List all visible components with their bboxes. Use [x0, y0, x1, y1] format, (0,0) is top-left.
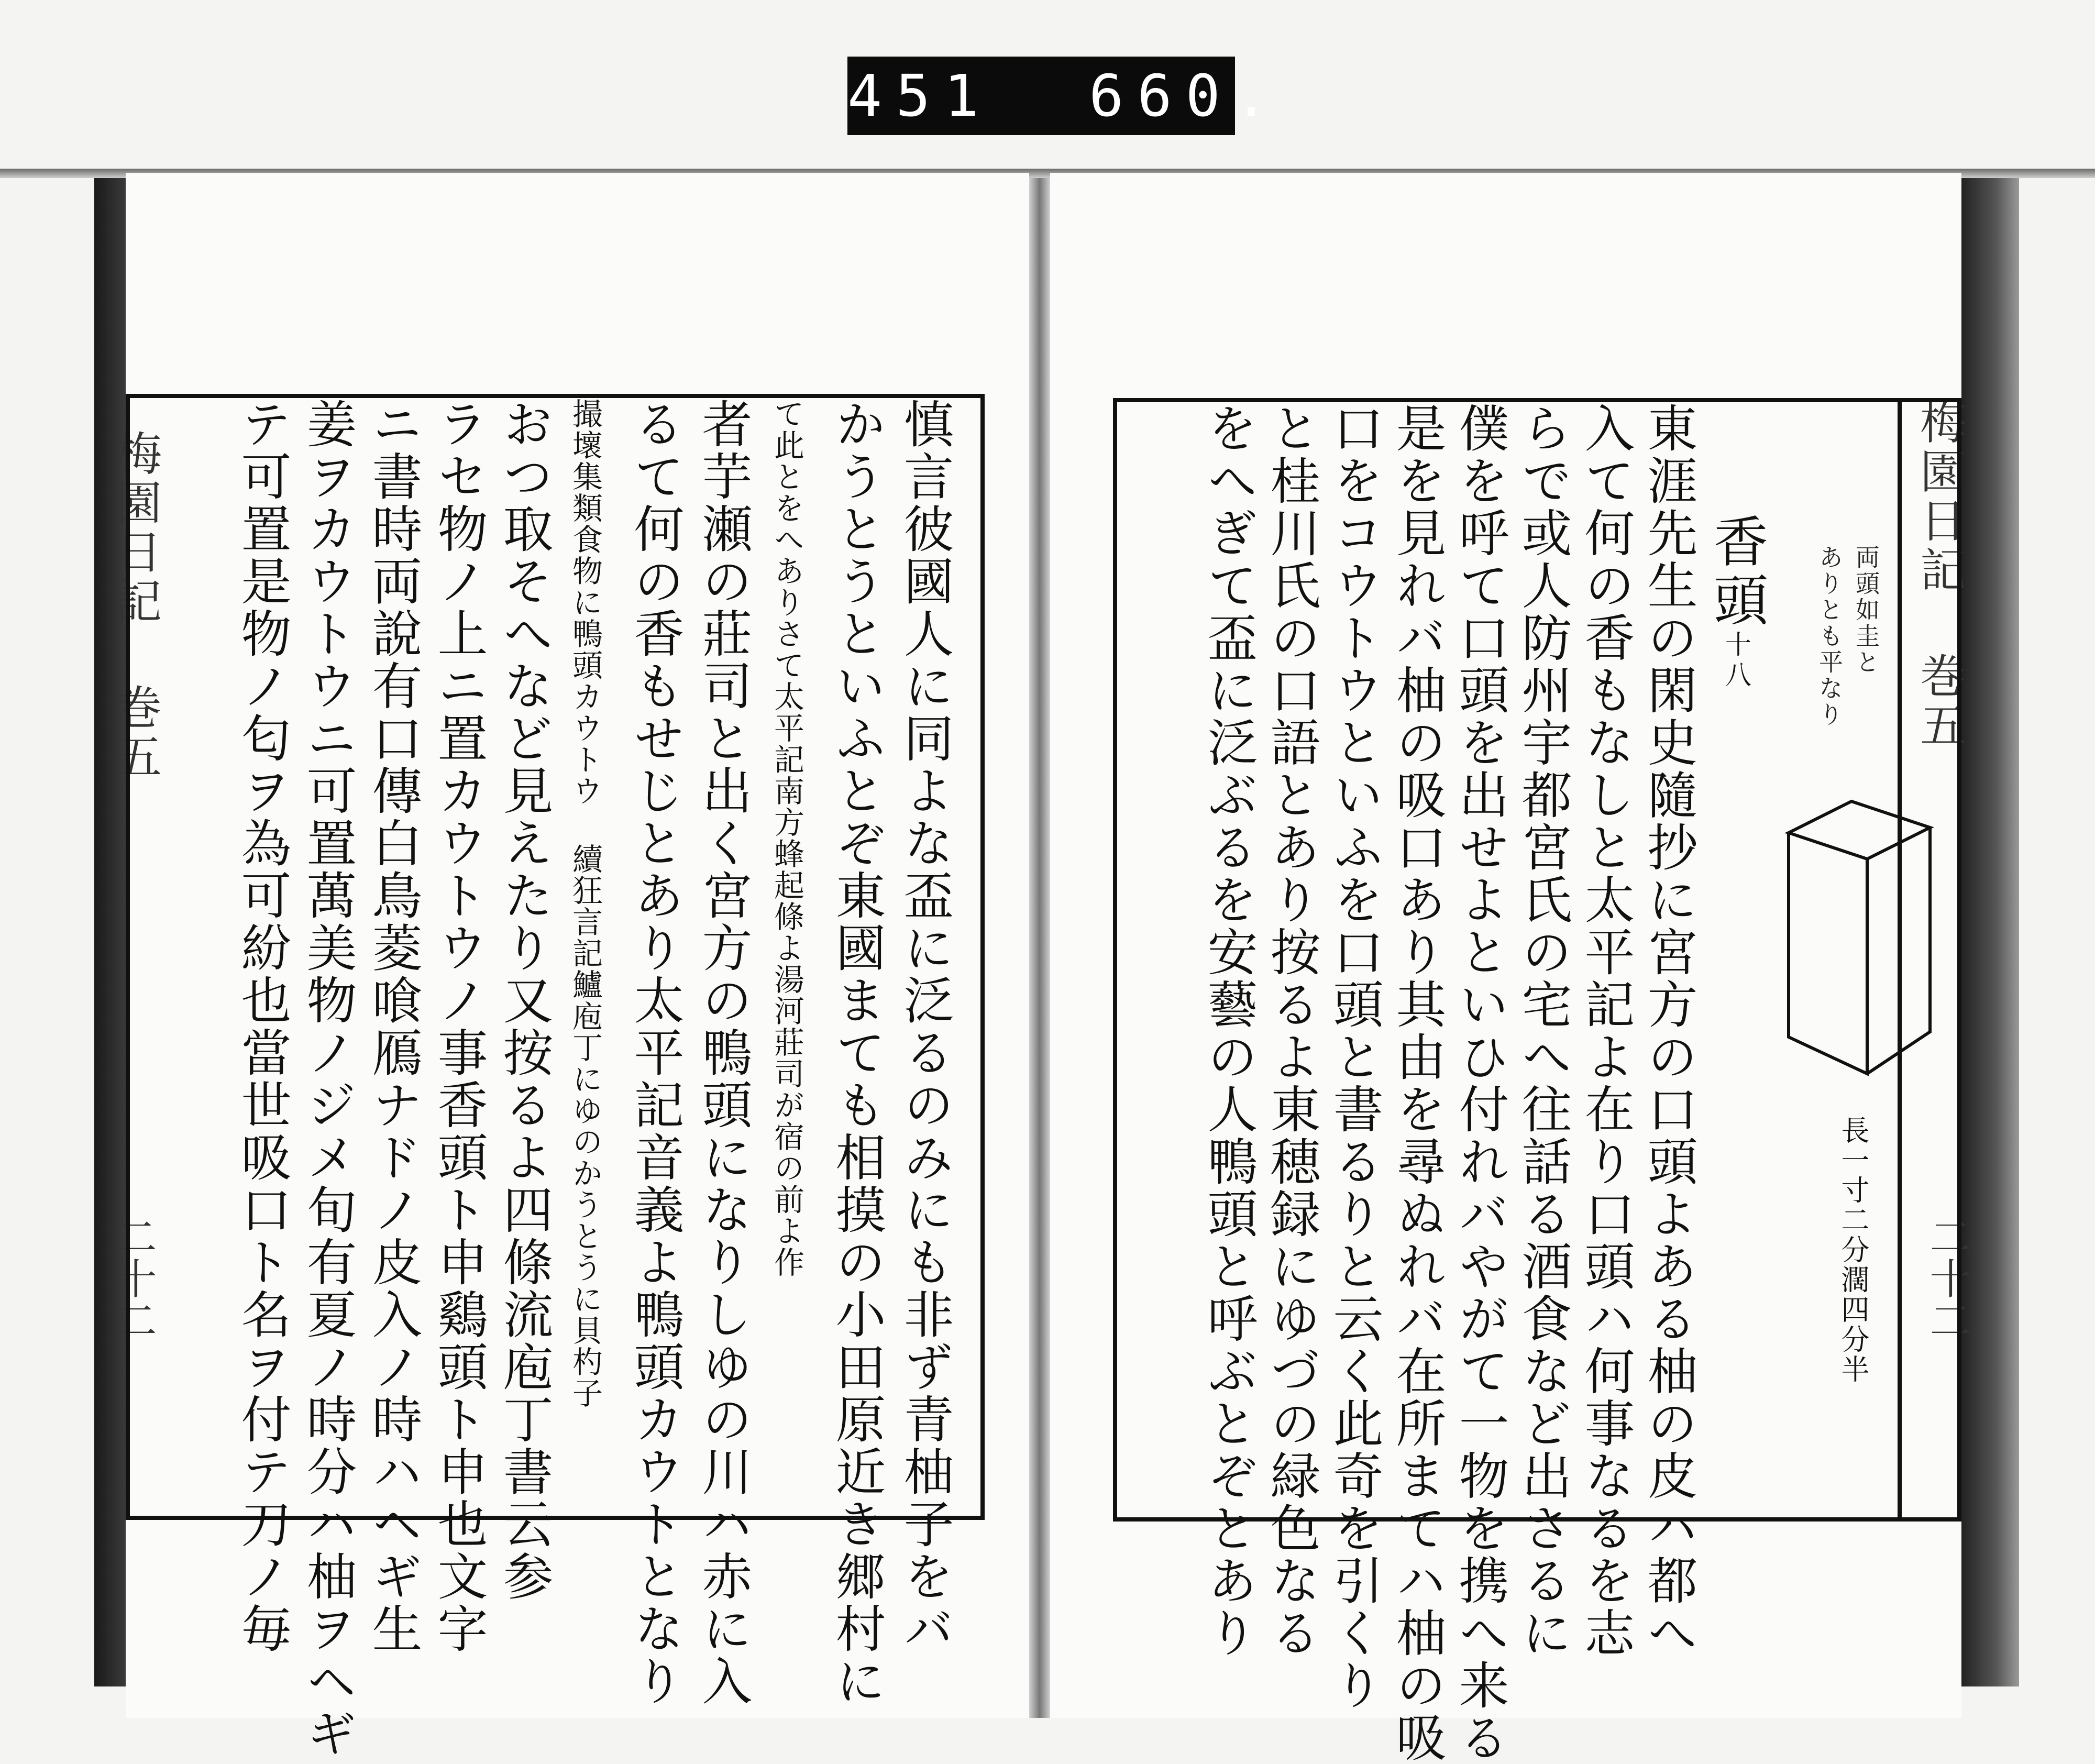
incense-block-diagram: [1778, 791, 1935, 1084]
left-folio: 二十二: [108, 1215, 157, 1341]
book-gutter: [1029, 178, 1050, 1718]
text-column: 入て何の香もなしと太平記よ在り口頭ハ何事なるを志: [1576, 402, 1635, 1659]
text-column: 是を見れバ柚の吸口あり其由を尋ぬれバ在所まてハ柚の吸: [1388, 402, 1447, 1764]
text-column: ニ書時両說有口傳白鳥菱喰鴈ナドノ皮入ノ時ハヘギ生: [364, 398, 423, 1655]
diagram-caption: 長一寸二分濶四分半: [1837, 1116, 1870, 1384]
text-column: 撮壞集類食物に鴨頭カウトウ 續狂言記鱸庖丁にゆのかうとうに貝杓子: [567, 398, 603, 1409]
section-heading: [1697, 513, 1776, 691]
text-column: るて何の香もせじとあり太平記音義よ鴨頭カウトとなり: [626, 398, 685, 1707]
text-column: らで或人防州宇都宮氏の宅へ往話る酒食など出さるに: [1514, 402, 1572, 1659]
block-top-face: [1789, 801, 1930, 859]
book-edge-left: [94, 178, 126, 1686]
text-column: をへぎて盃に泛ぶるを安藝の人鴨頭と呼ぶとぞとあり: [1199, 402, 1258, 1659]
left-text-frame: [126, 394, 985, 1760]
text-column: テ可置是物ノ匂ヲ為可紛也當世吸口ト名ヲ付テ刀ノ毎: [233, 398, 292, 1655]
text-column: と桂川氏の口語とあり按るよ東穂録にゆづの緑色なる: [1262, 402, 1321, 1659]
right-running-title: 梅園日記 巻五: [1913, 398, 1967, 751]
heading-title: 香頭: [1704, 513, 1768, 631]
text-column: 僕を呼て口頭を出せよといひ付れバやがて一物を携へ来る: [1451, 402, 1509, 1764]
text-column: おつ取そへなど見えたり又按るよ四條流庖丁書云参: [495, 398, 554, 1603]
text-column: かうとうといふとぞ東國まても相摸の小田原近き郷村に: [828, 398, 886, 1707]
margin-note: ありとも平なり: [1815, 545, 1844, 728]
text-column: 慎言彼國人に同よな盃に泛るのみにも非ず青柚子をバ: [896, 398, 954, 1655]
text-column: 姜ヲカウトウニ可置萬美物ノジメ旬有夏ノ時分ハ柚ヲヘギ: [299, 398, 357, 1760]
margin-note: 両頭如圭と: [1852, 545, 1880, 676]
text-column: て此とをへありさて太平記南方蜂起條よ湯河莊司が宿の前よ作: [769, 398, 804, 1278]
block-front-face: [1789, 833, 1867, 1074]
right-folio: 二十二: [1923, 1215, 1971, 1341]
left-running-title: 梅園日記 巻五: [108, 429, 162, 782]
call-number-plate: 451 660.: [847, 57, 1235, 135]
block-side-face: [1867, 828, 1930, 1074]
text-column: 者芋瀬の莊司と出く宮方の鴨頭になりしゆの川ハ赤に入: [694, 398, 753, 1707]
text-column: ラセ物ノ上ニ置カウトウノ事香頭ト申鷄頭ト申也文字: [429, 398, 488, 1655]
heading-number: 十八: [1721, 631, 1751, 691]
text-column: 口をコウトウといふを口頭と書るりと云く此奇を引くり: [1325, 402, 1384, 1712]
text-column: 東涯先生の閑史隨抄に宮方の口頭よある柚の皮ハ都へ: [1639, 402, 1698, 1659]
